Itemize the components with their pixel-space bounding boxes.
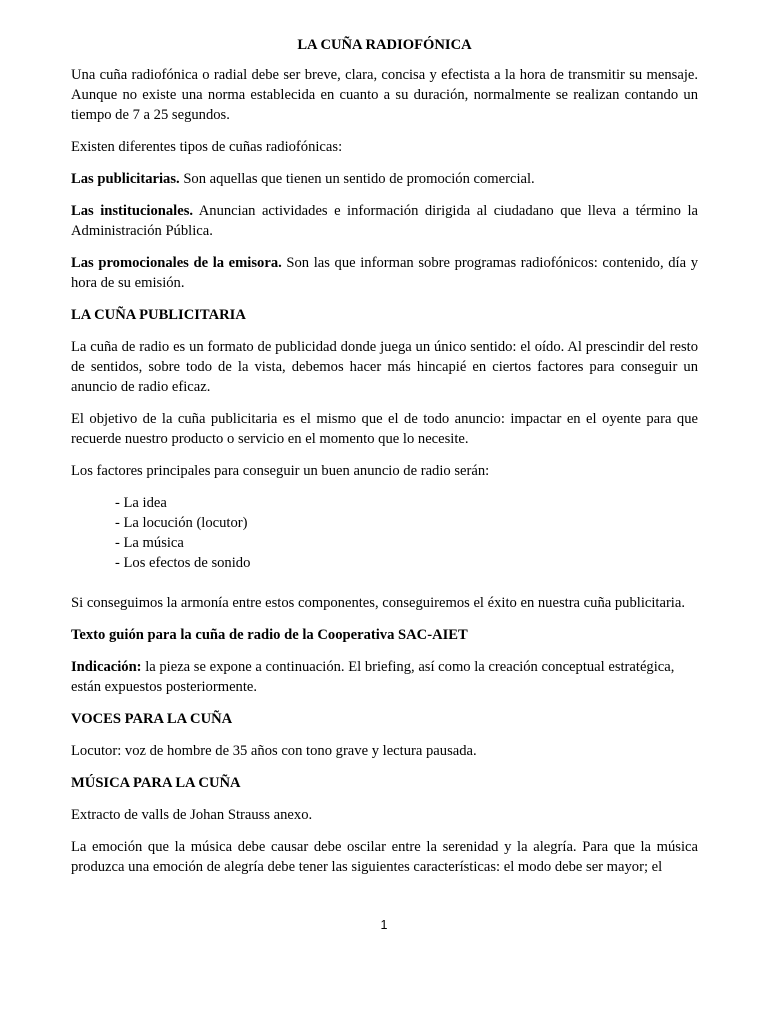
voces-paragraph: Locutor: voz de hombre de 35 años con tono grave y lectura pausada. [71, 743, 477, 759]
publicitaria-paragraph-3: Los factores principales para conseguir un buen anuncio de radio serán: [71, 463, 490, 479]
publicitaria-paragraph-4: Si conseguimos la armonía entre estos componentes, conseguiremos el éxito en nuestra cuña publicitaria. [71, 595, 685, 611]
indicacion-term: Indicación: [71, 659, 142, 675]
musica-paragraph-1: Extracto de valls de Johan Strauss anexo. [71, 807, 313, 823]
type-term: Las institucionales. [71, 203, 194, 219]
document-title: LA CUÑA RADIOFÓNICA [297, 37, 472, 53]
type-publicitarias [71, 169, 698, 189]
type-institucionales [71, 201, 698, 241]
page-content [71, 35, 698, 889]
list-item: - Los efectos de sonido [115, 555, 251, 571]
type-promocionales [71, 253, 698, 293]
publicitaria-paragraph-2: El objetivo de la cuña publicitaria es el mismo que el de todo anuncio: impactar en el oyente para que recuerde nuestro producto o servicio en el momento que lo necesite. [71, 411, 698, 447]
section-heading-musica: MÚSICA PARA LA CUÑA [71, 775, 241, 791]
section-heading-voces: VOCES PARA LA CUÑA [71, 711, 233, 727]
types-intro: Existen diferentes tipos de cuñas radiofónicas: [71, 139, 343, 155]
page-number: 1 [380, 918, 388, 932]
list-item: - La música [115, 535, 184, 551]
musica-paragraph-2: La emoción que la música debe causar debe oscilar entre la serenidad y la alegría. Para que la música produzca una emoción de alegría debe tener las siguientes características: el modo debe ser mayor; el [71, 839, 698, 875]
type-text: Son las que informan sobre programas radiofónicos: contenido, día y hora de su emisión. [71, 255, 698, 291]
list-item: - La locución (locutor) [115, 515, 248, 531]
factors-list [71, 493, 698, 573]
type-text: Son aquellas que tienen un sentido de promoción comercial. [179, 171, 535, 187]
type-term: Las publicitarias. [71, 171, 180, 187]
indicacion-paragraph [71, 657, 698, 697]
publicitaria-paragraph-1: La cuña de radio es un formato de publicidad donde juega un único sentido: el oído. Al prescindir del resto de sentidos, sobre todo de la vista, debemos hacer más hincapié en ciertos factores para conseguir un anuncio de radio eficaz. [71, 339, 698, 395]
intro-paragraph: Una cuña radiofónica o radial debe ser breve, clara, concisa y efectista a la hora de transmitir su mensaje. Aunque no existe una norma establecida en cuanto a su duración, normalmente se realizan contando un tiempo de 7 a 25 segundos. [71, 67, 698, 123]
type-term: Las promocionales de la emisora. [71, 255, 282, 271]
guion-heading: Texto guión para la cuña de radio de la Cooperativa SAC-AIET [71, 627, 468, 643]
type-text: Anuncian actividades e información dirigida al ciudadano que lleva a término la Administración Pública. [71, 203, 698, 239]
list-item: - La idea [115, 495, 167, 511]
indicacion-text: la pieza se expone a continuación. El briefing, así como la creación conceptual estratégica, están expuestos posteriormente. [71, 659, 675, 695]
section-heading-publicitaria: LA CUÑA PUBLICITARIA [71, 307, 246, 323]
